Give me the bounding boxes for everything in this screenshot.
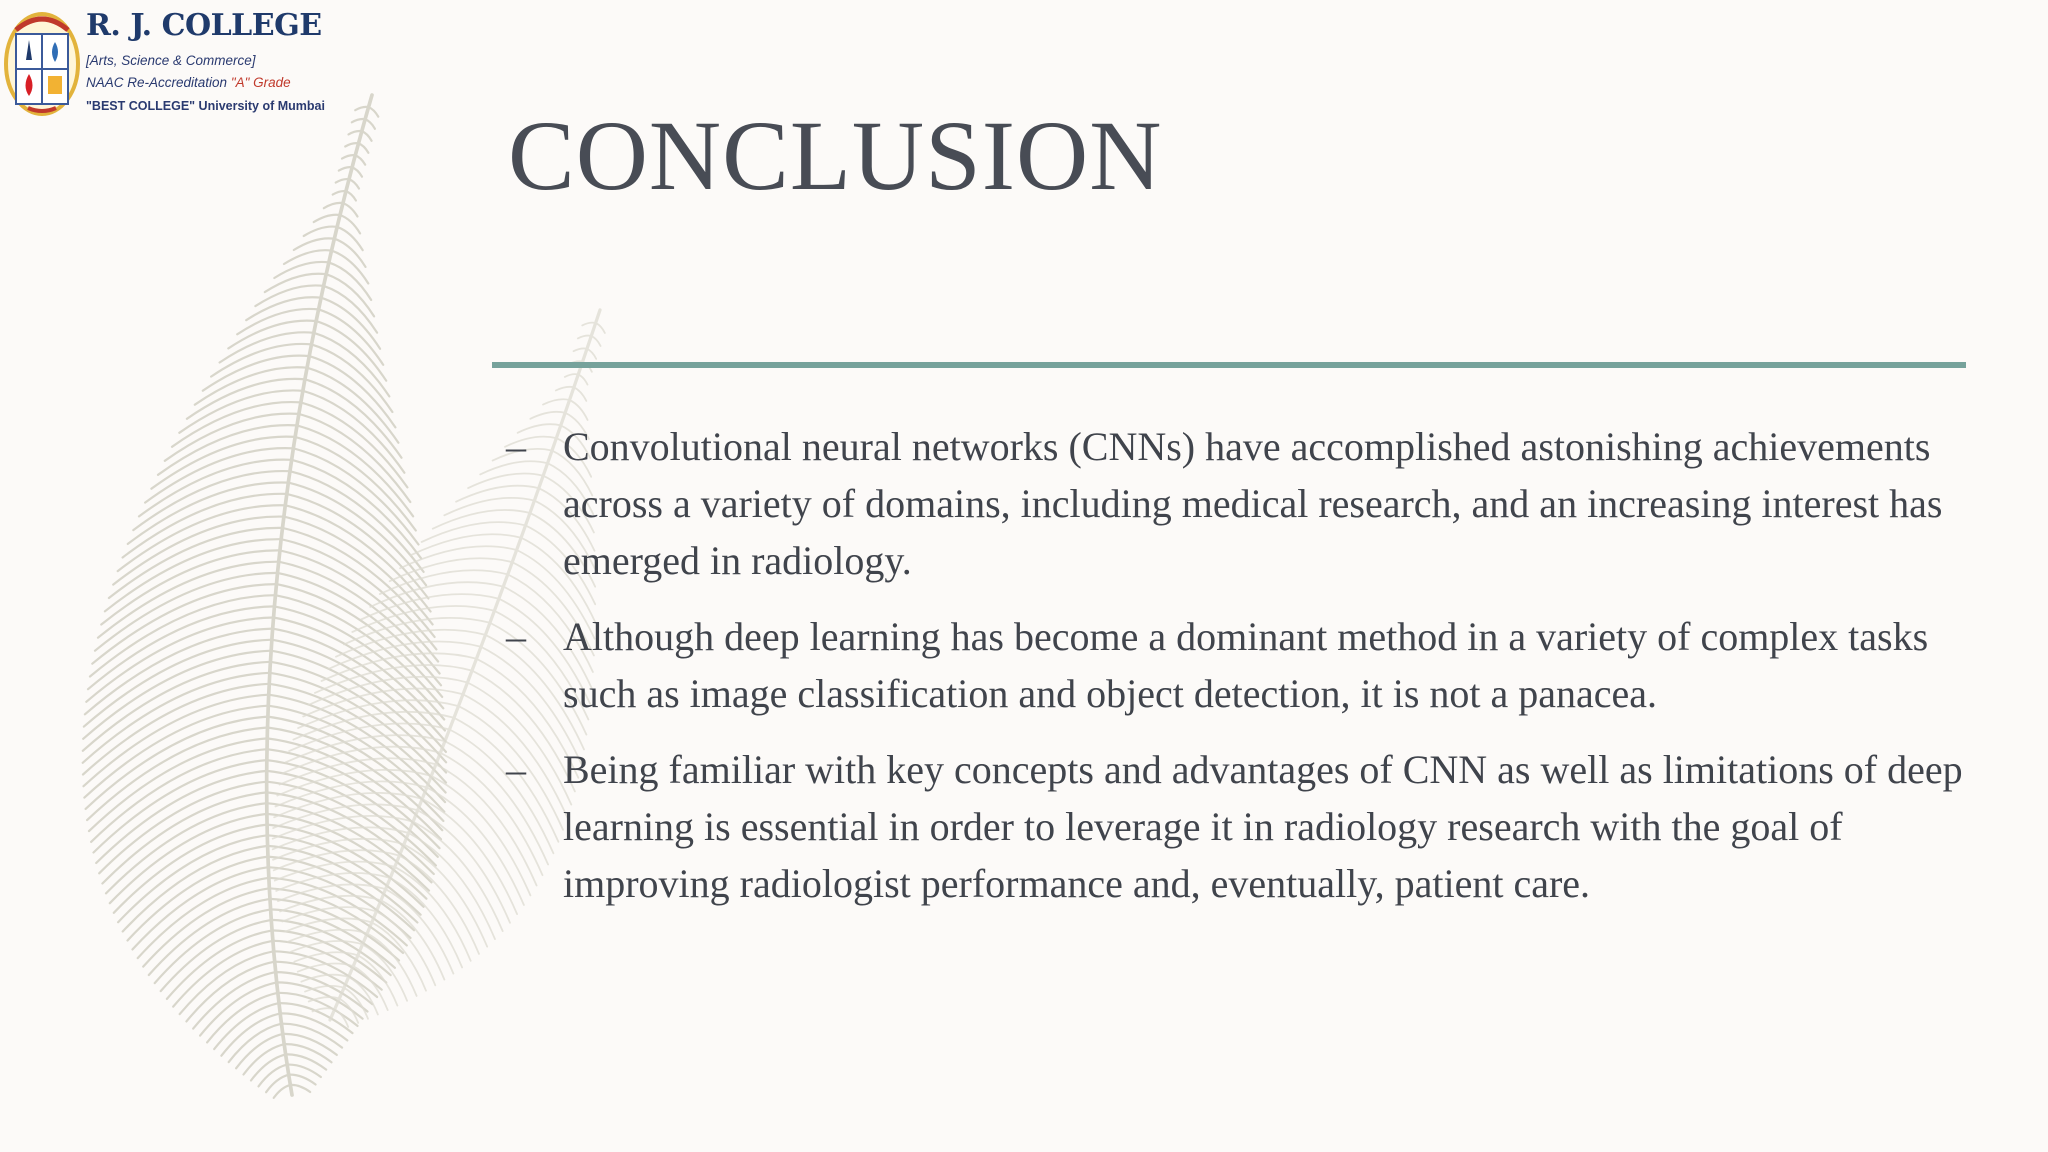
feather-barb	[118, 505, 286, 571]
feather-barb	[106, 803, 267, 893]
title-divider	[492, 362, 1966, 368]
feather-barb	[102, 792, 266, 883]
feather-barb	[329, 262, 371, 300]
college-name: R. J. COLLEGE	[86, 8, 322, 43]
feather-barb	[319, 309, 384, 364]
feather-barb	[290, 1085, 310, 1092]
feather-barb	[314, 215, 340, 222]
feather-barb	[359, 143, 369, 153]
feather-barb	[95, 573, 278, 651]
bullet-text: Although deep learning has become a dominant method in a variety of complex tasks such as image classification and object detection, it is not a panacea.	[563, 614, 1929, 716]
feather-barb	[289, 1075, 316, 1085]
bullet-text: Convolutional neural networks (CNNs) have accomplished astonishing achievements across a variety of domains, including medical research, and an increasing interest has emerged in radiology.	[563, 424, 1943, 583]
feather-barb	[363, 944, 408, 1000]
feather-barb	[587, 349, 596, 359]
college-accreditation	[86, 75, 291, 90]
bullet-item	[506, 741, 1966, 912]
feather-barb	[139, 460, 292, 517]
feather-barb	[294, 238, 335, 250]
feather-barb	[362, 131, 372, 141]
accreditation-grade: "A" Grade	[230, 75, 291, 90]
feather-barb	[578, 375, 587, 385]
feather-barb	[301, 975, 348, 982]
feather-barb	[349, 179, 359, 188]
feather-barb	[266, 1075, 289, 1093]
college-affiliation: "BEST COLLEGE" University of Mumbai	[86, 99, 325, 113]
feather-barb	[244, 1044, 285, 1074]
bullet-item	[506, 608, 1966, 722]
feather-barb	[279, 1003, 353, 1033]
feather-barb	[596, 323, 605, 333]
conclusion-bullet-list	[506, 418, 1966, 931]
feather-barb	[110, 814, 267, 903]
college-emblem-icon	[2, 8, 82, 120]
feather-barb	[313, 1008, 335, 1011]
feather-barb	[133, 471, 290, 530]
feather-barb	[418, 810, 510, 923]
feather-barb	[556, 387, 574, 391]
bullet-marker: –	[506, 614, 526, 659]
feather-barb	[220, 332, 314, 362]
feather-barb	[96, 771, 267, 863]
feather-barb	[369, 107, 379, 117]
feather-barb	[352, 167, 362, 176]
feather-barb	[591, 336, 600, 346]
feather-barb	[99, 782, 267, 874]
feather-barb	[294, 952, 358, 961]
bullet-text: Being familiar with key concepts and advantages of CNN as well as limitations of deep learning is essential in order to leverage it in radiology research with the goal of improving radiologist performance and, eventually, patient care.	[563, 747, 1963, 906]
feather-barb	[123, 494, 287, 558]
feather-barb	[381, 900, 444, 979]
accreditation-prefix: NAAC Re-Accreditation	[86, 75, 231, 90]
bullet-marker: –	[506, 747, 526, 792]
feather-barb	[355, 155, 365, 164]
slide-title: CONCLUSION	[508, 100, 1163, 211]
feather-barb	[255, 285, 323, 306]
feather-barb	[370, 582, 503, 607]
feather-barb	[543, 399, 570, 404]
feather-barb	[229, 1024, 282, 1062]
feather-barb	[280, 1013, 347, 1040]
feather-barb	[236, 1034, 283, 1068]
feather-barb	[288, 930, 367, 942]
feather-barb	[128, 482, 288, 543]
bullet-marker: –	[506, 424, 526, 469]
feather-barb	[346, 191, 356, 200]
feather-barb	[304, 227, 337, 236]
feather-barb	[265, 274, 326, 292]
college-subtitle: [Arts, Science & Commerce]	[86, 53, 256, 68]
feather-barb	[411, 534, 521, 555]
feather-barb	[274, 1085, 291, 1098]
feather-barb	[574, 387, 586, 401]
college-logo	[0, 0, 325, 150]
feather-barb	[343, 203, 358, 216]
feather-barb	[365, 119, 375, 129]
feather-barb	[293, 448, 418, 544]
bullet-item	[506, 418, 1966, 589]
